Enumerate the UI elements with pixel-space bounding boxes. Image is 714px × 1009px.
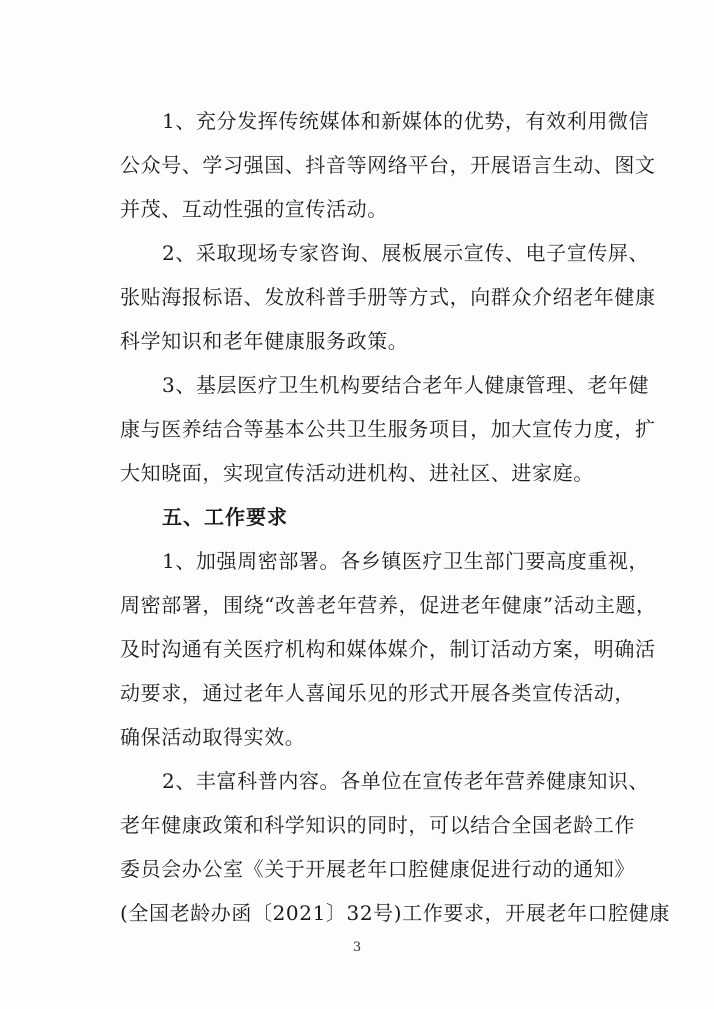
paragraph-line: 老年健康政策和科学知识的同时，可以结合全国老龄工作 [120, 813, 635, 837]
paragraph-line: 3、基层医疗卫生机构要结合老年人健康管理、老年健 [162, 373, 650, 397]
paragraph-line: 委员会办公室《关于开展老年口腔健康促进行动的通知》 [120, 857, 635, 881]
paragraph-line: (全国老龄办函〔2021〕32号)工作要求，开展老年口腔健康 [120, 901, 670, 925]
paragraph-line: 康与医养结合等基本公共卫生服务项目，加大宣传力度，扩 [120, 417, 656, 441]
paragraph-line: 及时沟通有关医疗机构和媒体媒介，制订活动方案，明确活 [120, 637, 656, 661]
paragraph-line: 大知晓面，实现宣传活动进机构、进社区、进家庭。 [120, 461, 594, 485]
paragraph-line: 张贴海报标语、发放科普手册等方式，向群众介绍老年健康 [120, 285, 656, 309]
paragraph-line: 动要求，通过老年人喜闻乐见的形式开展各类宣传活动， [120, 681, 635, 705]
paragraph-line: 2、丰富科普内容。各单位在宣传老年营养健康知识、 [162, 769, 650, 793]
paragraph-line: 科学知识和老年健康服务政策。 [120, 329, 409, 353]
paragraph-line: 2、采取现场专家咨询、展板展示宣传、电子宣传屏、 [162, 241, 650, 265]
paragraph-line: 1、充分发挥传统媒体和新媒体的优势，有效利用微信 [162, 109, 650, 133]
page-number: 3 [352, 940, 362, 955]
paragraph-line: 1、加强周密部署。各乡镇医疗卫生部门要高度重视， [162, 549, 650, 573]
paragraph-line: 并茂、互动性强的宣传活动。 [120, 197, 388, 221]
section-heading: 五、工作要求 [162, 505, 288, 529]
paragraph-line: 周密部署，围绕“改善老年营养，促进老年健康”活动主题， [120, 593, 657, 617]
paragraph-line: 确保活动取得实效。 [120, 725, 306, 749]
paragraph-line: 公众号、学习强国、抖音等网络平台，开展语言生动、图文 [120, 153, 656, 177]
